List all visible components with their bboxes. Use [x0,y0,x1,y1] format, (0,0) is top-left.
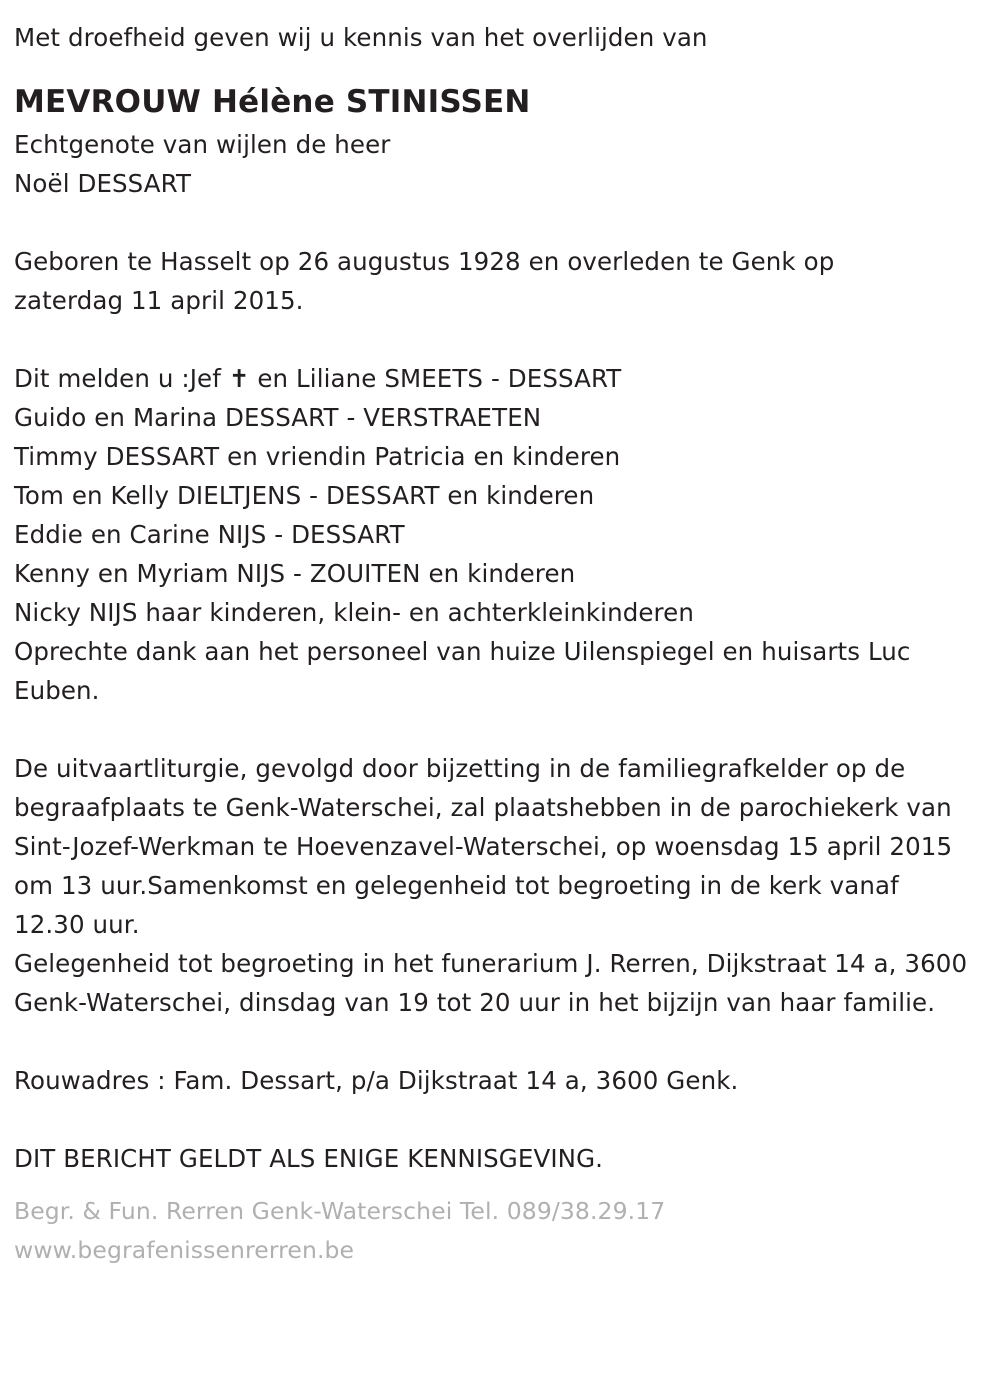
funeral-home-website[interactable]: www.begrafenissenrerren.be [14,1236,355,1264]
funeral-home-contact: Begr. & Fun. Rerren Genk-Waterschei Tel. 089/38.29.17 [14,1197,666,1225]
announcer-item: Eddie en Carine NIJS - DESSART [14,520,405,549]
birth-death-line-2: zaterdag 11 april 2015. [14,286,304,315]
spacer [14,57,976,79]
visitation-paragraph: Gelegenheid tot begroeting in het funerarium J. Rerren, Dijkstraat 14 a, 3600 Genk-Waterschei, dinsdag van 19 tot 20 uur in het bijzijn van haar familie. [14,949,968,1017]
spacer [14,320,976,359]
mourning-address: Rouwadres : Fam. Dessart, p/a Dijkstraat 14 a, 3600 Genk. [14,1066,739,1095]
announcer-item: Tom en Kelly DIELTJENS - DESSART en kinderen [14,481,595,510]
announcer-item: Timmy DESSART en vriendin Patricia en kinderen [14,442,621,471]
announcer-item: Kenny en Myriam NIJS - ZOUITEN en kinderen [14,559,576,588]
thanks-paragraph: Oprechte dank aan het personeel van huize Uilenspiegel en huisarts Luc Euben. [14,637,911,705]
spouse-line-2: Noël DESSART [14,169,192,198]
intro-text: Met droefheid geven wij u kennis van het overlijden van [14,23,708,52]
spacer [14,710,976,749]
deceased-name: MEVROUW Hélène STINISSEN [14,84,531,120]
announcers-intro: Dit melden u :Jef ✝ en Liliane SMEETS - DESSART [14,364,622,393]
announcer-item: Guido en Marina DESSART - VERSTRAETEN [14,403,542,432]
sole-notice-text: DIT BERICHT GELDT ALS ENIGE KENNISGEVING. [14,1144,604,1173]
spacer [14,1100,976,1139]
service-paragraph: De uitvaartliturgie, gevolgd door bijzetting in de familiegrafkelder op de begraafplaats te Genk-Waterschei, zal plaatshebben in de parochiekerk van Sint-Jozef-Werkman te Hoevenzavel-Waterschei, op woensdag 15 april 2015 om 13 uur.Samenkomst en gelegenheid tot begroeting in de kerk vanaf 12.30 uur. [14,754,953,939]
announcer-item: Nicky NIJS haar kinderen, klein- en achterkleinkinderen [14,598,694,627]
spouse-line-1: Echtgenote van wijlen de heer [14,130,391,159]
spacer [14,1178,976,1192]
birth-death-line-1: Geboren te Hasselt op 26 augustus 1928 en overleden te Genk op [14,247,835,276]
spacer [14,1022,976,1061]
spacer [14,203,976,242]
